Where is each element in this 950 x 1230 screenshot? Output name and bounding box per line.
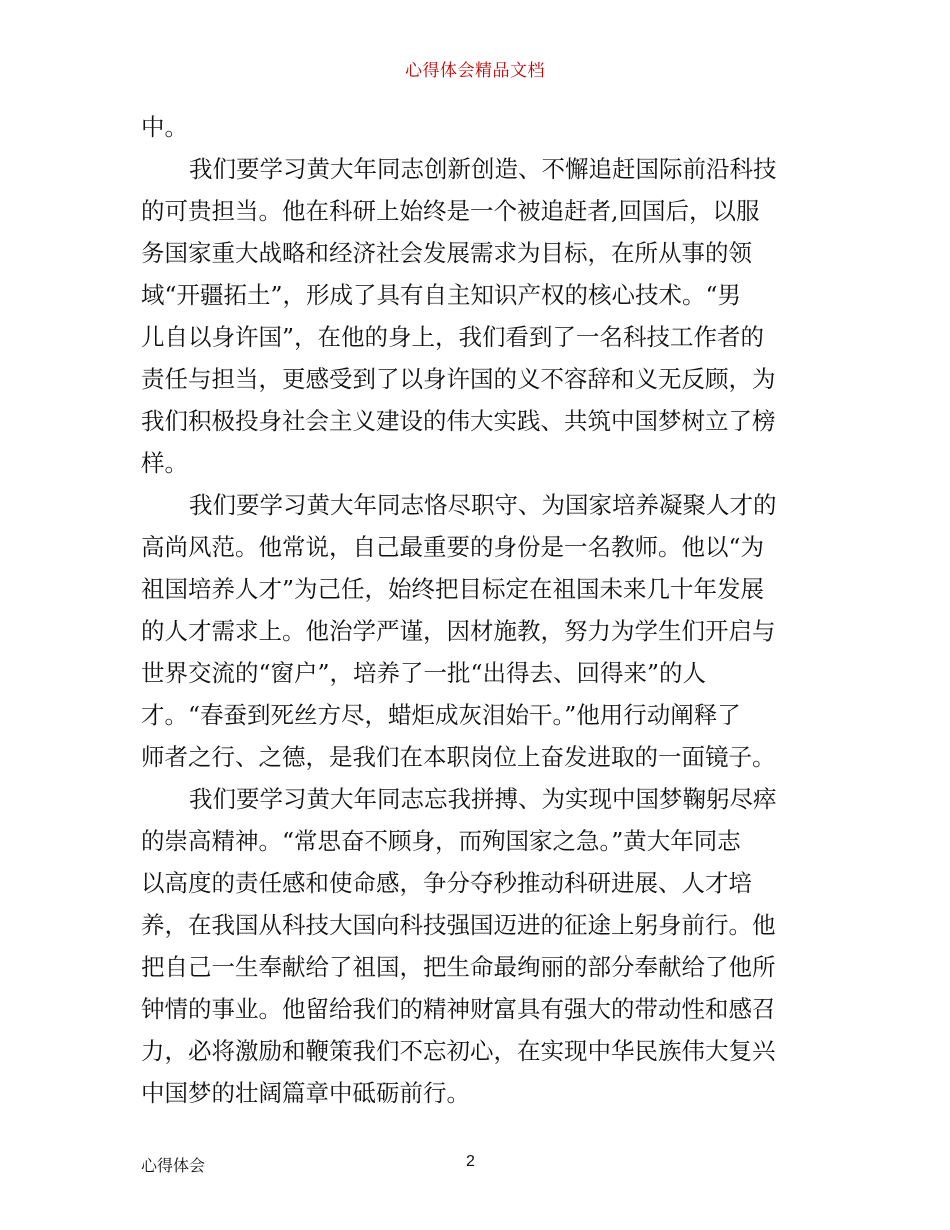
text-line: 高尚风范。他常说，自己最重要的身份是一名教师。他以“为 xyxy=(141,533,765,561)
text-line: 我们要学习黄大年同志忘我拼搏、为实现中国梦鞠躬尽瘁 xyxy=(189,785,777,813)
text-line: 力，必将激励和鞭策我们不忘初心，在实现中华民族伟大复兴 xyxy=(141,1037,776,1065)
text-line: 的可贵担当。他在科研上始终是一个被追赶者,回国后，以服 xyxy=(141,197,760,225)
text-line: 祖国培养人才”为己任，始终把目标定在祖国未来几十年发展 xyxy=(141,575,765,603)
text-line: 师者之行、之德，是我们在本职岗位上奋发进取的一面镜子。 xyxy=(141,743,776,771)
text-line: 儿自以身许国”，在他的身上，我们看到了一名科技工作者的 xyxy=(141,323,765,351)
page-number: 2 xyxy=(466,1153,475,1170)
page-header-title: 心得体会精品文档 xyxy=(405,61,545,81)
text-line: 我们积极投身社会主义建设的伟大实践、共筑中国梦树立了榜 xyxy=(141,407,776,435)
footer-label: 心得体会 xyxy=(141,1156,206,1175)
text-line: 把自己一生奉献给了祖国，把生命最绚丽的部分奉献给了他所 xyxy=(141,953,776,981)
document-body xyxy=(141,106,817,1114)
text-line: 我们要学习黄大年同志恪尽职守、为国家培养凝聚人才的 xyxy=(189,491,777,519)
text-line: 域“开疆拓土”，形成了具有自主知识产权的核心技术。“男 xyxy=(141,281,742,309)
text-line: 世界交流的“窗户”，培养了一批“出得去、回得来”的人 xyxy=(141,659,707,687)
text-line: 钟情的事业。他留给我们的精神财富具有强大的带动性和感召 xyxy=(141,995,776,1023)
text-line: 的崇高精神。“常思奋不顾身，而殉国家之急。”黄大年同志 xyxy=(141,827,741,855)
text-line: 中国梦的壮阔篇章中砥砺前行。 xyxy=(141,1079,470,1107)
text-line: 我们要学习黄大年同志创新创造、不懈追赶国际前沿科技 xyxy=(189,155,777,183)
text-line: 样。 xyxy=(141,449,188,477)
text-line: 养，在我国从科技大国向科技强国迈进的征途上躬身前行。他 xyxy=(141,911,776,939)
text-line: 责任与担当，更感受到了以身许国的义不容辞和义无反顾，为 xyxy=(141,365,776,393)
text-line: 中。 xyxy=(141,113,188,141)
text-line: 的人才需求上。他治学严谨，因材施教，努力为学生们开启与 xyxy=(141,617,776,645)
text-line: 才。“春蚕到死丝方尽，蜡炬成灰泪始干。”他用行动阐释了 xyxy=(141,701,741,729)
text-line: 以高度的责任感和使命感，争分夺秒推动科研进展、人才培 xyxy=(141,869,752,897)
text-line: 务国家重大战略和经济社会发展需求为目标，在所从事的领 xyxy=(141,239,752,267)
